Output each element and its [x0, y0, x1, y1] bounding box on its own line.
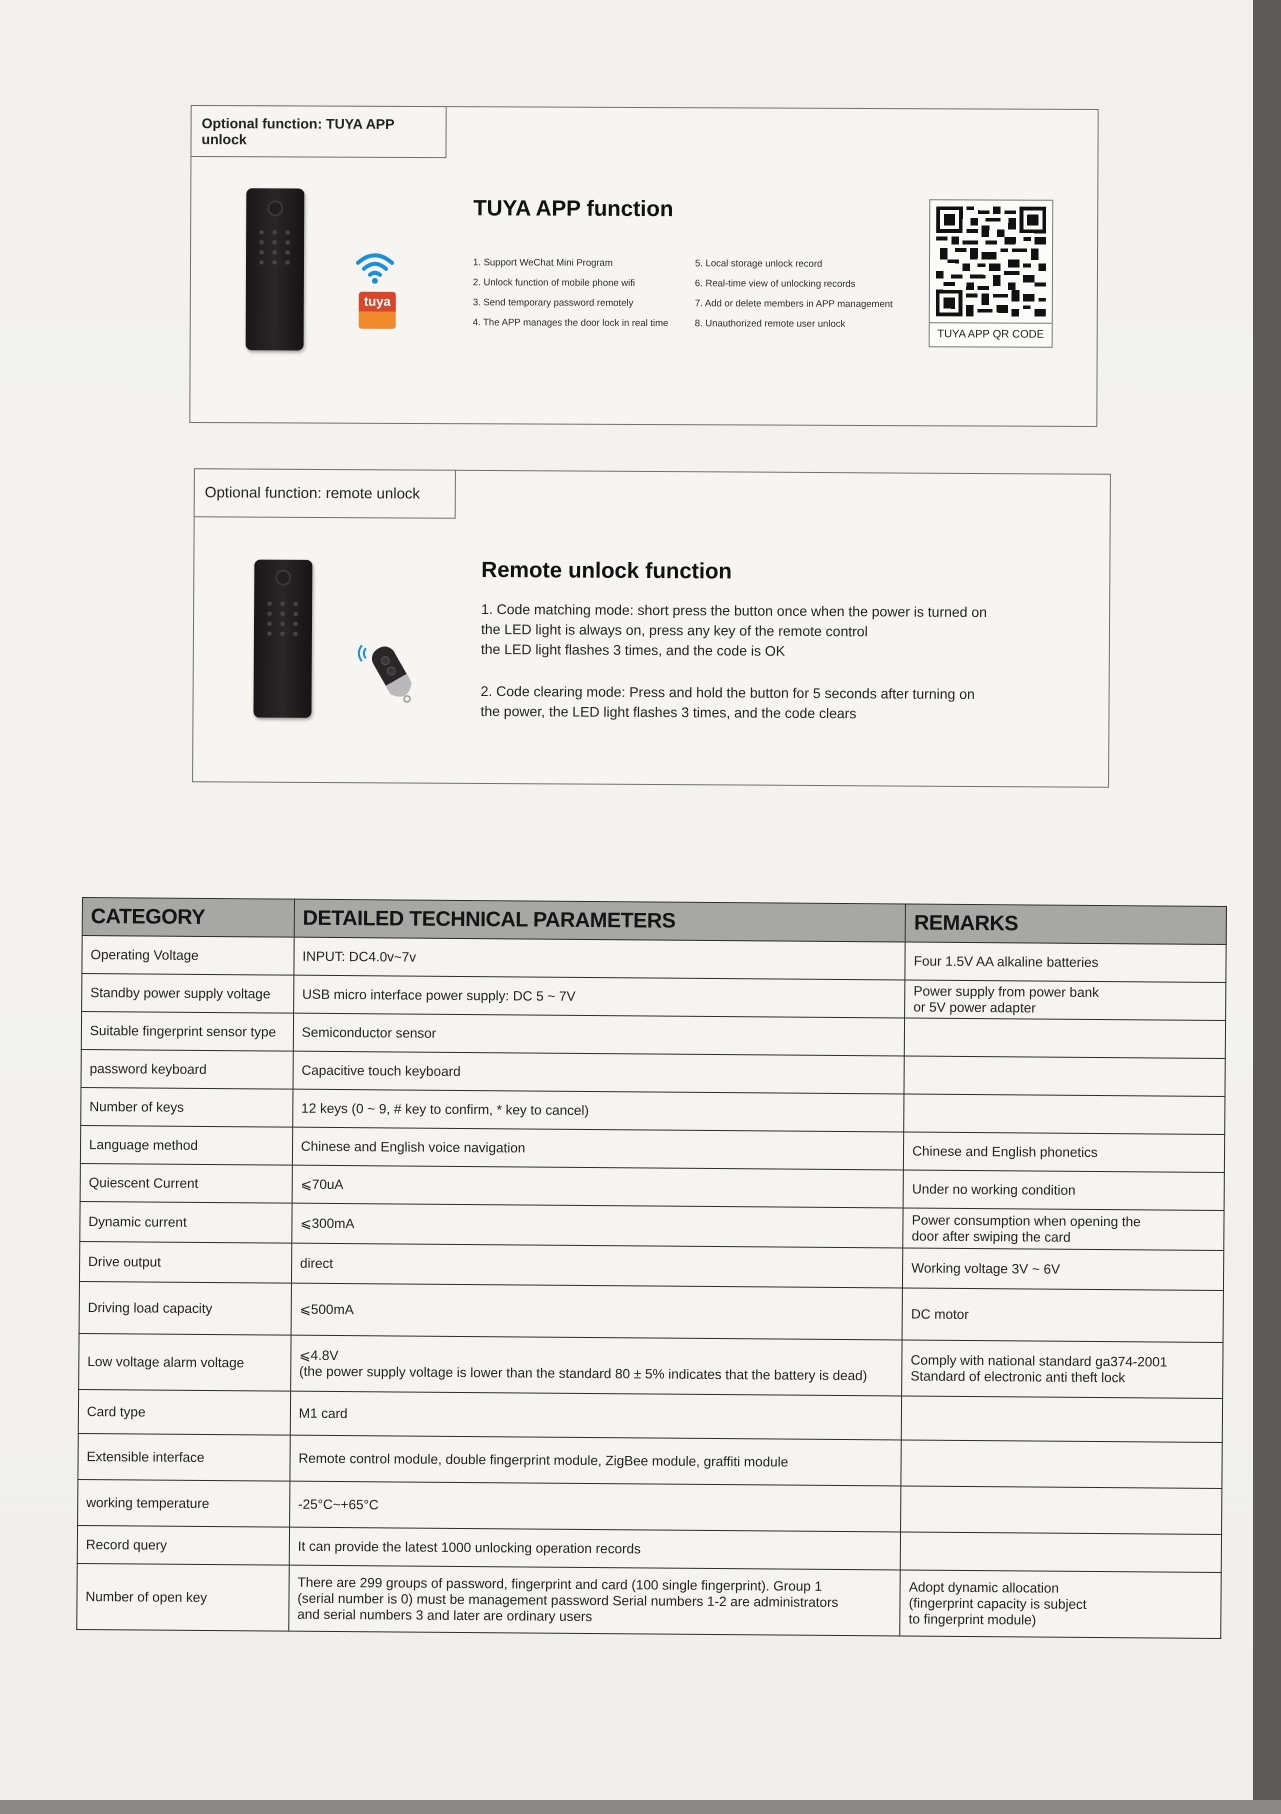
cell-category: Number of open key: [77, 1563, 289, 1631]
cell-remark: [900, 1532, 1221, 1573]
qr-code-box: [929, 199, 1054, 348]
tuya-feature-list: [473, 257, 925, 330]
qr-code[interactable]: [936, 206, 1046, 316]
cell-remark: Chinese and English phonetics: [904, 1132, 1225, 1173]
wifi-icon: [355, 252, 395, 284]
cell-category: Card type: [78, 1389, 290, 1435]
cell-category: working temperature: [78, 1479, 290, 1527]
spec-table-body: [77, 936, 1226, 1639]
cell-remark: [902, 1396, 1223, 1443]
tuya-logo-text: tuya: [359, 292, 396, 312]
panel-tag-remote: Optional function: remote unlock: [194, 468, 456, 519]
cell-remark: Four 1.5V AA alkaline batteries: [905, 942, 1226, 983]
cell-remark: Adopt dynamic allocation (fingerprint capacity is subject to fingerprint module): [900, 1570, 1221, 1639]
feature-item: 6. Real-time view of unlocking records: [694, 278, 856, 290]
cell-parameter: It can provide the latest 1000 unlocking operation records: [289, 1527, 901, 1570]
cell-category: Operating Voltage: [82, 936, 294, 976]
cell-remark: [904, 1056, 1225, 1097]
tuya-app-panel: [189, 105, 1098, 427]
feature-item: 5. Local storage unlock record: [694, 258, 823, 270]
instruction-line: the LED light flashes 3 times, and the code is OK: [480, 640, 786, 659]
header-parameters: DETAILED TECHNICAL PARAMETERS: [294, 899, 906, 942]
remote-key-fob-image: [363, 640, 423, 710]
panel-tag-tuya: Optional function: TUYA APP unlock: [190, 105, 446, 158]
remote-title: Remote unlock function: [481, 556, 732, 584]
cell-category: Extensible interface: [78, 1433, 290, 1481]
cell-parameter: Chinese and English voice navigation: [292, 1127, 904, 1170]
cell-category: Language method: [80, 1125, 292, 1165]
cell-parameter: Capacitive touch keyboard: [293, 1051, 905, 1094]
cell-parameter: ⩽300mA: [292, 1203, 904, 1248]
cell-category: Driving load capacity: [79, 1281, 291, 1335]
header-category: CATEGORY: [82, 898, 294, 938]
table-row: [77, 1563, 1221, 1638]
cell-category: Dynamic current: [80, 1201, 292, 1243]
cell-category: password keyboard: [81, 1049, 293, 1089]
cell-parameter: ⩽4.8V (the power supply voltage is lower than the standard 80 ± 5% indicates that the battery is dead): [291, 1335, 903, 1396]
cell-remark: Comply with national standard ga374-2001 Standard of electronic anti theft lock: [902, 1340, 1223, 1399]
cell-category: Drive output: [79, 1241, 291, 1283]
cell-parameter: Semiconductor sensor: [293, 1013, 905, 1056]
instruction-line: the LED light is always on, press any key of the remote control: [480, 620, 868, 640]
feature-item: 1. Support WeChat Mini Program: [472, 257, 613, 269]
cell-remark: [905, 1018, 1226, 1059]
feature-item: 4. The APP manages the door lock in real time: [472, 317, 669, 330]
cell-remark: [904, 1094, 1225, 1135]
cell-category: Low voltage alarm voltage: [79, 1333, 291, 1391]
cell-remark: Under no working condition: [903, 1170, 1224, 1211]
instruction-line: 2. Code clearing mode: Press and hold the button for 5 seconds after turning on: [480, 682, 975, 702]
spec-table: [76, 897, 1227, 1639]
instruction-line: 1. Code matching mode: short press the button once when the power is turned on: [481, 600, 988, 621]
tuya-logo-icon: [359, 292, 396, 330]
smart-lock-image: [246, 188, 305, 350]
qr-caption: TUYA APP QR CODE: [930, 322, 1052, 347]
smart-lock-image: [253, 560, 312, 718]
table-row: [79, 1333, 1223, 1398]
cell-parameter: 12 keys (0 ~ 9, # key to confirm, * key to cancel): [293, 1089, 905, 1132]
tuya-title: TUYA APP function: [473, 195, 674, 222]
cell-parameter: -25°C~+65°C: [289, 1481, 901, 1532]
cell-remark: DC motor: [902, 1288, 1223, 1343]
cell-parameter: ⩽70uA: [292, 1165, 904, 1208]
cell-remark: Power consumption when opening the door after swiping the card: [903, 1208, 1224, 1251]
cell-category: Standby power supply voltage: [82, 974, 294, 1014]
cell-remark: [901, 1486, 1222, 1535]
table-row: [79, 1281, 1223, 1342]
cell-remark: [901, 1440, 1222, 1489]
cell-parameter: M1 card: [290, 1391, 902, 1440]
cell-parameter: INPUT: DC4.0v~7v: [294, 937, 906, 980]
feature-item: 3. Send temporary password remotely: [472, 297, 634, 309]
cell-parameter: USB micro interface power supply: DC 5 ~ 7V: [293, 975, 905, 1018]
background-surface: [0, 1800, 1281, 1814]
cell-parameter: Remote control module, double fingerprint module, ZigBee module, graffiti module: [290, 1435, 902, 1486]
cell-parameter: ⩽500mA: [291, 1283, 903, 1340]
cell-category: Quiescent Current: [80, 1163, 292, 1203]
feature-item: 2. Unlock function of mobile phone wifi: [472, 277, 636, 289]
cell-category: Number of keys: [81, 1087, 293, 1127]
cell-category: Record query: [77, 1525, 289, 1565]
cell-category: Suitable fingerprint sensor type: [81, 1012, 293, 1052]
cell-parameter: There are 299 groups of password, fingerprint and card (100 single fingerprint). Group 1 (serial number is 0) must be management password Serial numbers 1-2 are administrators and serial numbers 3 and later are ordinary users: [289, 1565, 901, 1636]
feature-item: 7. Add or delete members in APP management: [694, 298, 893, 311]
remote-unlock-panel: [192, 468, 1111, 788]
header-remarks: REMARKS: [905, 904, 1226, 945]
instruction-line: the power, the LED light flashes 3 times, and the code clears: [480, 702, 857, 722]
cell-parameter: direct: [291, 1243, 903, 1288]
cell-remark: Power supply from power bank or 5V power adapter: [905, 980, 1226, 1021]
remote-instructions: [480, 599, 987, 724]
cell-remark: Working voltage 3V ~ 6V: [903, 1248, 1224, 1291]
feature-item: 8. Unauthorized remote user unlock: [694, 318, 846, 330]
